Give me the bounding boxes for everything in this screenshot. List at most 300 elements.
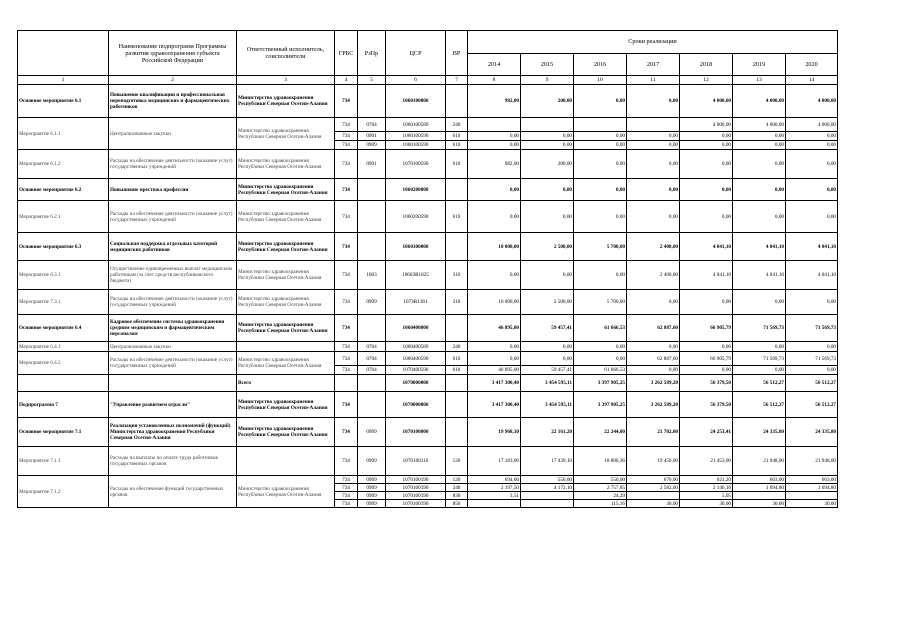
row-description: Кадровое обеспечение системы здравоохранения средним медицинским и фармацевтическим персоналом	[109, 315, 237, 342]
vr-cell: 610	[446, 366, 468, 375]
value-cell: 3 397 905,25	[574, 375, 627, 392]
value-cell: 4 041,10	[680, 233, 733, 261]
column-number-row	[18, 76, 838, 85]
value-cell: 4 041,10	[680, 261, 733, 290]
row-title: Мероприятие 7.1.2	[18, 476, 109, 508]
value-cell: 18 806,36	[574, 447, 627, 476]
row-executor: Министерство здравоохранения Республики Северная Осетия-Алания	[237, 179, 335, 201]
value-cell: 694,00	[468, 476, 521, 484]
year-2016: 2016	[574, 53, 627, 76]
value-cell	[468, 118, 521, 132]
value-cell: 200,00	[521, 150, 574, 179]
value-cell: 982,00	[468, 85, 521, 118]
value-cell: 4 041,10	[786, 233, 838, 261]
csr-cell: 1060ЗR1825	[386, 261, 446, 290]
row-executor: Министерство здравоохранения Республики Северная Осетия-Алания	[237, 352, 335, 375]
row-executor: Министерство здравоохранения Республики Северная Осетия-Алания	[237, 150, 335, 179]
grbs-cell: 734	[335, 484, 358, 492]
value-cell: 2 197,50	[468, 484, 521, 492]
value-cell: 5,05	[680, 492, 733, 500]
row-executor	[237, 342, 335, 352]
value-cell: 0,00	[627, 366, 680, 375]
value-cell: 0,00	[468, 342, 521, 352]
value-cell	[627, 492, 680, 500]
row-executor: Всего	[237, 375, 335, 392]
row-description: "Управление развитием отрасли"	[109, 392, 237, 418]
value-cell: 0,00	[733, 201, 786, 233]
value-cell: 0,00	[680, 179, 733, 201]
value-cell: 0,00	[627, 132, 680, 141]
csr-cell: 1070100000	[386, 418, 446, 447]
value-cell: 3,51	[468, 492, 521, 500]
value-cell: 1 694,80	[786, 484, 838, 492]
value-cell: 0,00	[786, 290, 838, 315]
value-cell: 0,00	[733, 366, 786, 375]
csr-cell: 1070100590	[386, 150, 446, 179]
value-cell: 0,00	[627, 290, 680, 315]
value-cell: 61 666,53	[574, 315, 627, 342]
header-blank	[18, 31, 109, 76]
value-cell: 21 948,00	[733, 447, 786, 476]
row-description: Повышение квалификации и профессиональная переподготовка медицинских и фармацевтических работников	[109, 85, 237, 118]
value-cell: 0,00	[786, 342, 838, 352]
row-description: Расходы на обеспечение функций государственных органов	[109, 476, 237, 508]
csr-cell: 1060100000	[386, 85, 446, 118]
csr-cell: 1070100190	[386, 484, 446, 492]
value-cell: 200,00	[521, 85, 574, 118]
value-cell: 0,00	[521, 261, 574, 290]
row-title: Мероприятие 6.3.1	[18, 261, 109, 290]
value-cell: 670,00	[627, 476, 680, 484]
row-description: Расходы на обеспечение деятельности (оказание услуг) государственных учреждений	[109, 201, 237, 233]
colnum: 12	[680, 76, 733, 85]
table-row	[18, 118, 838, 132]
value-cell: 66 905,79	[680, 315, 733, 342]
value-cell: 0,00	[627, 141, 680, 150]
rzpr-cell	[358, 85, 386, 118]
grbs-cell: 734	[335, 418, 358, 447]
value-cell: 3 417 300,40	[468, 392, 521, 418]
colnum: 8	[468, 76, 521, 85]
row-description: Расходы на обеспечение деятельности (оказание услуг) государственных учреждений	[109, 352, 237, 375]
rzpr-cell: 0909	[358, 484, 386, 492]
row-description: Реализация установленных полномочий (функций) Министерства здравоохранения Республики Северная Осетия-Алания	[109, 418, 237, 447]
value-cell: 0,00	[680, 141, 733, 150]
colnum: 4	[335, 76, 358, 85]
grbs-cell: 734	[335, 85, 358, 118]
row-description: Социальная поддержка отдельных категорий медицинских работников	[109, 233, 237, 261]
row-title: Основное мероприятие 6.1	[18, 85, 109, 118]
value-cell: 62 887,60	[627, 352, 680, 366]
value-cell: 24 335,80	[733, 418, 786, 447]
grbs-cell: 734	[335, 500, 358, 508]
value-cell: 3 454 595,11	[521, 375, 574, 392]
header-vr: ВР	[446, 31, 468, 76]
vr-cell	[446, 392, 468, 418]
value-cell: 982,00	[468, 150, 521, 179]
csr-cell: 1060400000	[386, 315, 446, 342]
value-cell: 4 041,10	[733, 261, 786, 290]
colnum: 5	[358, 76, 386, 85]
value-cell: 0,00	[733, 141, 786, 150]
value-cell: 0,00	[786, 132, 838, 141]
row-description	[109, 375, 237, 392]
value-cell: 1 694,80	[733, 484, 786, 492]
header-name: Наименование подпрограмм Программы развития здравоохранения субъекта Российской Федерации	[109, 31, 237, 76]
value-cell	[574, 118, 627, 132]
value-cell: 4 000,00	[733, 118, 786, 132]
value-cell: 0,00	[521, 179, 574, 201]
row-title: Мероприятие 6.1.2	[18, 150, 109, 179]
vr-cell: 830	[446, 492, 468, 500]
rzpr-cell	[358, 179, 386, 201]
value-cell: 59 457,41	[521, 366, 574, 375]
value-cell: 30,00	[627, 500, 680, 508]
value-cell: 0,00	[680, 150, 733, 179]
budget-table	[17, 30, 838, 508]
value-cell: 4 172,10	[521, 484, 574, 492]
table-row	[18, 342, 838, 352]
value-cell: 19 968,10	[468, 418, 521, 447]
row-description: Расходы на обеспечение деятельности (оказание услуг) государственных учреждений	[109, 150, 237, 179]
csr-cell: 1060300000	[386, 233, 446, 261]
value-cell: 17 439,10	[521, 447, 574, 476]
value-cell: 2 757,85	[574, 484, 627, 492]
value-cell: 56 512,27	[733, 375, 786, 392]
rzpr-cell: 0901	[358, 150, 386, 179]
vr-cell: 310	[446, 261, 468, 290]
value-cell: 5 700,00	[574, 290, 627, 315]
value-cell: 0,00	[627, 342, 680, 352]
row-title: Мероприятие 7.1.1	[18, 447, 109, 476]
value-cell: 0,00	[733, 290, 786, 315]
year-2017: 2017	[627, 53, 680, 76]
table-row	[18, 233, 838, 261]
value-cell: 0,00	[574, 179, 627, 201]
table-row	[18, 261, 838, 290]
csr-cell: 1060200000	[386, 179, 446, 201]
value-cell: 4 000,00	[786, 85, 838, 118]
vr-cell	[446, 315, 468, 342]
row-description: Централизованные закупки	[109, 342, 237, 352]
colnum: 6	[386, 76, 446, 85]
csr-cell: 1060100590	[386, 141, 446, 150]
rzpr-cell: 0909	[358, 141, 386, 150]
value-cell: 0,00	[627, 201, 680, 233]
csr-cell: 1060400589	[386, 342, 446, 352]
value-cell: 56 379,50	[680, 392, 733, 418]
value-cell: 56 512,27	[786, 375, 838, 392]
grbs-cell: 734	[335, 118, 358, 132]
vr-cell: 310	[446, 290, 468, 315]
rzpr-cell: 0909	[358, 290, 386, 315]
value-cell: 0,00	[468, 261, 521, 290]
value-cell: 21 453,00	[680, 447, 733, 476]
value-cell: 0,00	[468, 141, 521, 150]
value-cell: 0,00	[521, 141, 574, 150]
value-cell: 2 582,00	[627, 484, 680, 492]
vr-cell: 240	[446, 342, 468, 352]
row-description: Централизованные закупки	[109, 118, 237, 150]
value-cell: 56 512,27	[786, 392, 838, 418]
table-row	[18, 85, 838, 118]
year-2018: 2018	[680, 53, 733, 76]
budget-table-sheet	[17, 30, 837, 508]
value-cell: 22 161,20	[521, 418, 574, 447]
rzpr-cell: 0909	[358, 476, 386, 484]
csr-cell: 1070000000	[386, 392, 446, 418]
rzpr-cell	[358, 392, 386, 418]
rzpr-cell: 0704	[358, 342, 386, 352]
row-title: Основное мероприятие 6.4	[18, 315, 109, 342]
vr-cell: 120	[446, 476, 468, 484]
vr-cell: 610	[446, 150, 468, 179]
value-cell: 71 569,73	[786, 315, 838, 342]
colnum: 1	[18, 76, 109, 85]
csr-cell: 1060100589	[386, 118, 446, 132]
rzpr-cell	[358, 315, 386, 342]
csr-cell: 1060200590	[386, 201, 446, 233]
rzpr-cell: 0909	[358, 418, 386, 447]
value-cell: 30,00	[680, 500, 733, 508]
row-executor: Министерство здравоохранения Республики Северная Осетия-Алания	[237, 392, 335, 418]
vr-cell: 610	[446, 201, 468, 233]
grbs-cell: 734	[335, 447, 358, 476]
rzpr-cell: 0909	[358, 500, 386, 508]
rzpr-cell: 0901	[358, 132, 386, 141]
table-row	[18, 447, 838, 476]
value-cell: 30,00	[786, 500, 838, 508]
value-cell: 0,00	[521, 132, 574, 141]
csr-cell: 1070100190	[386, 500, 446, 508]
table-row	[18, 476, 838, 484]
rzpr-cell: 1003	[358, 261, 386, 290]
header-rzpr: РзПр	[358, 31, 386, 76]
value-cell: 2 400,00	[627, 261, 680, 290]
table-row	[18, 150, 838, 179]
value-cell: 0,00	[468, 179, 521, 201]
row-title: Основное мероприятие 6.2	[18, 179, 109, 201]
value-cell: 0,00	[786, 179, 838, 201]
value-cell: 56 379,50	[680, 375, 733, 392]
year-2014: 2014	[468, 53, 521, 76]
header-csr: ЦСР	[386, 31, 446, 76]
value-cell: 17 183,00	[468, 447, 521, 476]
value-cell: 115,16	[574, 500, 627, 508]
table-row	[18, 418, 838, 447]
row-executor: Министерство здравоохранения Республики Северная Осетия-Алания	[237, 233, 335, 261]
grbs-cell: 734	[335, 179, 358, 201]
csr-cell: 1070100190	[386, 492, 446, 500]
row-title: Мероприятие 6.4.1	[18, 342, 109, 352]
grbs-cell: 734	[335, 141, 358, 150]
value-cell: 0,00	[574, 85, 627, 118]
value-cell: 0,00	[733, 150, 786, 179]
csr-cell: 1060100590	[386, 132, 446, 141]
year-2019: 2019	[733, 53, 786, 76]
value-cell: 71 569,73	[786, 352, 838, 366]
value-cell: 0,00	[680, 132, 733, 141]
value-cell: 3 454 595,11	[521, 392, 574, 418]
value-cell: 550,00	[574, 476, 627, 484]
value-cell: 0,00	[521, 352, 574, 366]
colnum: 2	[109, 76, 237, 85]
csr-cell: 1070100110	[386, 447, 446, 476]
value-cell: 0,00	[786, 150, 838, 179]
value-cell: 0,00	[680, 342, 733, 352]
value-cell	[786, 492, 838, 500]
csr-cell: 1070100190	[386, 476, 446, 484]
value-cell: 3 262 589,20	[627, 392, 680, 418]
value-cell: 4 041,10	[786, 261, 838, 290]
row-title: Мероприятие 6.2.1	[18, 201, 109, 233]
vr-cell: 610	[446, 352, 468, 366]
grbs-cell: 734	[335, 261, 358, 290]
grbs-cell	[335, 375, 358, 392]
value-cell	[468, 500, 521, 508]
vr-cell	[446, 85, 468, 118]
value-cell: 0,00	[574, 132, 627, 141]
grbs-cell: 734	[335, 492, 358, 500]
row-title	[18, 375, 109, 392]
row-executor: Министерство здравоохранения Республики Северная Осетия-Алания	[237, 261, 335, 290]
value-cell	[521, 500, 574, 508]
row-description: Расходы на обеспечение деятельности (оказание услуг) государственных учреждений	[109, 290, 237, 315]
value-cell: 0,00	[627, 179, 680, 201]
value-cell: 22 244,00	[574, 418, 627, 447]
value-cell: 0,00	[733, 342, 786, 352]
row-executor: Министерство здравоохранения Республики Северная Осетия-Алания	[237, 315, 335, 342]
value-cell: 621,20	[680, 476, 733, 484]
value-cell: 24 335,80	[786, 418, 838, 447]
value-cell: 0,00	[627, 150, 680, 179]
table-row	[18, 179, 838, 201]
year-2015: 2015	[521, 53, 574, 76]
value-cell: 0,00	[680, 290, 733, 315]
value-cell: 663,00	[733, 476, 786, 484]
value-cell: 61 666,53	[574, 366, 627, 375]
rzpr-cell	[358, 201, 386, 233]
rzpr-cell	[358, 233, 386, 261]
value-cell: 4 000,00	[786, 118, 838, 132]
vr-cell: 850	[446, 500, 468, 508]
row-executor: Министерство здравоохранения Республики Северная Осетия-Алания	[237, 476, 335, 508]
row-title: Основное мероприятие 7.1	[18, 418, 109, 447]
value-cell: 550,00	[521, 476, 574, 484]
rzpr-cell: 0704	[358, 352, 386, 366]
colnum: 7	[446, 76, 468, 85]
vr-cell	[446, 375, 468, 392]
value-cell: 2 500,00	[521, 290, 574, 315]
header-row	[18, 31, 838, 54]
vr-cell: 240	[446, 118, 468, 132]
header-grbs: ГРБС	[335, 31, 358, 76]
value-cell: 24,29	[574, 492, 627, 500]
value-cell: 0,00	[468, 132, 521, 141]
grbs-cell: 734	[335, 201, 358, 233]
value-cell: 46 895,00	[468, 366, 521, 375]
value-cell: 59 457,41	[521, 315, 574, 342]
csr-cell: 1070400590	[386, 366, 446, 375]
value-cell	[521, 118, 574, 132]
value-cell: 0,00	[574, 201, 627, 233]
colnum: 14	[786, 76, 838, 85]
value-cell: 21 948,00	[786, 447, 838, 476]
rzpr-cell: 0909	[358, 492, 386, 500]
table-row	[18, 315, 838, 342]
value-cell: 56 512,27	[733, 392, 786, 418]
value-cell: 0,00	[574, 342, 627, 352]
vr-cell	[446, 179, 468, 201]
row-executor: Министерство здравоохранения Республики Северная Осетия-Алания	[237, 118, 335, 150]
value-cell	[627, 118, 680, 132]
value-cell: 71 569,73	[733, 315, 786, 342]
value-cell: 3 417 300,40	[468, 375, 521, 392]
row-executor	[237, 447, 335, 476]
grbs-cell: 734	[335, 290, 358, 315]
colnum: 3	[237, 76, 335, 85]
row-title: Мероприятие 7.3.1	[18, 290, 109, 315]
rzpr-cell: 0704	[358, 366, 386, 375]
header-terms: Сроки реализации	[468, 31, 838, 54]
row-title: Подпрограмма 7	[18, 392, 109, 418]
value-cell: 21 702,00	[627, 418, 680, 447]
value-cell: 4 000,00	[733, 85, 786, 118]
value-cell: 71 569,73	[733, 352, 786, 366]
csr-cell: 107ЗR1361	[386, 290, 446, 315]
colnum: 10	[574, 76, 627, 85]
header-executor: Ответственный исполнитель, соисполнители	[237, 31, 335, 76]
row-executor: Министерство здравоохранения Республики Северная Осетия-Алания	[237, 201, 335, 233]
table-row	[18, 290, 838, 315]
value-cell: 4 000,00	[680, 118, 733, 132]
value-cell: 62 887,60	[627, 315, 680, 342]
value-cell: 0,00	[786, 366, 838, 375]
value-cell: 2 400,00	[627, 233, 680, 261]
rzpr-cell	[358, 375, 386, 392]
value-cell: 0,00	[521, 342, 574, 352]
value-cell: 66 905,79	[680, 352, 733, 366]
vr-cell: 120	[446, 447, 468, 476]
value-cell: 30,00	[733, 500, 786, 508]
value-cell: 46 895,00	[468, 315, 521, 342]
value-cell: 0,00	[521, 201, 574, 233]
table-row	[18, 201, 838, 233]
row-title: Мероприятие 6.4.2	[18, 352, 109, 375]
colnum: 13	[733, 76, 786, 85]
value-cell: 0,00	[733, 132, 786, 141]
rzpr-cell: 0704	[358, 118, 386, 132]
value-cell: 0,00	[627, 85, 680, 118]
grbs-cell: 734	[335, 476, 358, 484]
row-executor: Министерство здравоохранения Республики Северная Осетия-Алания	[237, 85, 335, 118]
value-cell: 0,00	[786, 141, 838, 150]
grbs-cell: 734	[335, 150, 358, 179]
vr-cell	[446, 418, 468, 447]
value-cell: 2 146,16	[680, 484, 733, 492]
grbs-cell: 734	[335, 352, 358, 366]
grbs-cell: 734	[335, 315, 358, 342]
row-description: Повышение престижа профессии	[109, 179, 237, 201]
value-cell: 10 000,00	[468, 290, 521, 315]
row-executor: Министерство здравоохранения Республики Северная Осетия-Алания	[237, 290, 335, 315]
value-cell: 663,00	[786, 476, 838, 484]
csr-cell: 1060400590	[386, 352, 446, 366]
colnum: 11	[627, 76, 680, 85]
colnum: 9	[521, 76, 574, 85]
vr-cell: 610	[446, 141, 468, 150]
vr-cell	[446, 233, 468, 261]
